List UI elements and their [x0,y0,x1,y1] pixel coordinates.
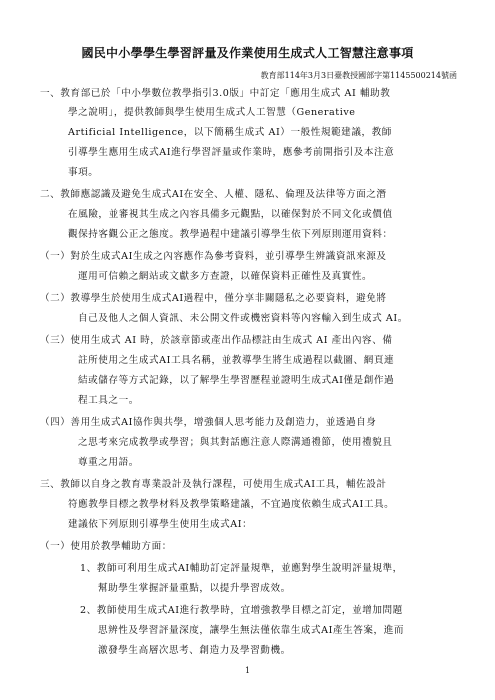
body-line: 自己及他人之個人資訊、未公開文件或機密資料等內容輸入到生成式 AI。 [78,313,408,324]
body-line: 運用可信賴之網站或文獻多方查證，以確保資料正確性及真實性。 [78,271,373,282]
body-line: 幫助學生掌握評量重點，以提升學習成效。 [98,583,291,594]
body-line: （四）善用生成式AI協作與共學，增強個人思考能力及創造力，並透過自身 [40,417,377,428]
body-line: 之思考來完成教學或學習；與其對話應注意人際溝通禮節，使用禮貌且 [78,437,393,448]
body-line: Artificial Intelligence，以下簡稱生成式 AI）一般性規範建議，教師 [68,127,392,138]
page-number: 1 [244,666,251,675]
body-line: （一）對於生成式AI生成之內容應作為參考資料，並引導學生辨識資訊來源及 [40,251,387,262]
body-line: 2、教師使用生成式AI進行教學時，宜增強教學目標之訂定，並增加問題 [80,605,403,616]
body-line: （一）使用於教學輔助方面： [40,541,172,552]
body-line: 尊重之用語。 [78,457,139,468]
body-line: 一、教育部已於「中小學數位教學指引3.0版」中訂定「應用生成式 AI 輔助教 [40,88,391,99]
body-line: 建議依下列原則引導學生使用生成式AI： [68,519,253,530]
body-line: 1、教師可利用生成式AI輔助訂定評量規準，並應對學生說明評量規準， [80,563,403,574]
body-line: 激發學生高層次思考、創造力及學習動機。 [98,645,291,656]
body-line: 思辨性及學習評量深度，讓學生無法僅依靠生成式AI產生答案，進而 [98,625,404,636]
document-number: 教育部114年3月3日臺教授國部字第1145500214號函 [260,71,457,80]
body-line: （二）教導學生於使用生成式AI過程中，僅分享非關隱私之必要資料，避免將 [40,293,387,304]
body-line: 二、教師應認識及避免生成式AI在安全、人權、隱私、倫理及法律等方面之潛 [40,189,387,200]
body-line: 程工具之一。 [78,395,139,406]
body-line: （三）使用生成式 AI 時，於該章節或產出作品標註由生成式 AI 產出內容、備 [40,335,393,346]
body-line: 學之說明」，提供教師與學生使用生成式人工智慧（Generative [68,107,356,118]
document-title: 國民中小學學生學習評量及作業使用生成式人工智慧注意事項 [81,46,414,60]
body-line: 符應教學目標之教學材料及教學策略建議，不宜過度依賴生成式AI工具。 [68,499,395,510]
body-line: 觀保持客觀公正之態度。教學過程中建議引導學生依下列原則運用資料： [68,229,393,240]
body-line: 結或儲存等方式記錄，以了解學生學習歷程並證明生成式AI僅是創作過 [78,375,395,386]
body-line: 三、教師以自身之教育專業設計及執行課程，可使用生成式AI工具，輔佐設計 [40,479,387,490]
body-line: 註所使用之生成式AI工具名稱，並教導學生將生成過程以截圖、網頁連 [78,355,395,366]
body-line: 事項。 [68,167,99,178]
body-line: 在風險，並審視其生成之內容具備多元觀點，以確保對於不同文化或價值 [68,209,393,220]
body-line: 引導學生應用生成式AI進行學習評量或作業時，應參考前開指引及本注意 [68,147,395,158]
